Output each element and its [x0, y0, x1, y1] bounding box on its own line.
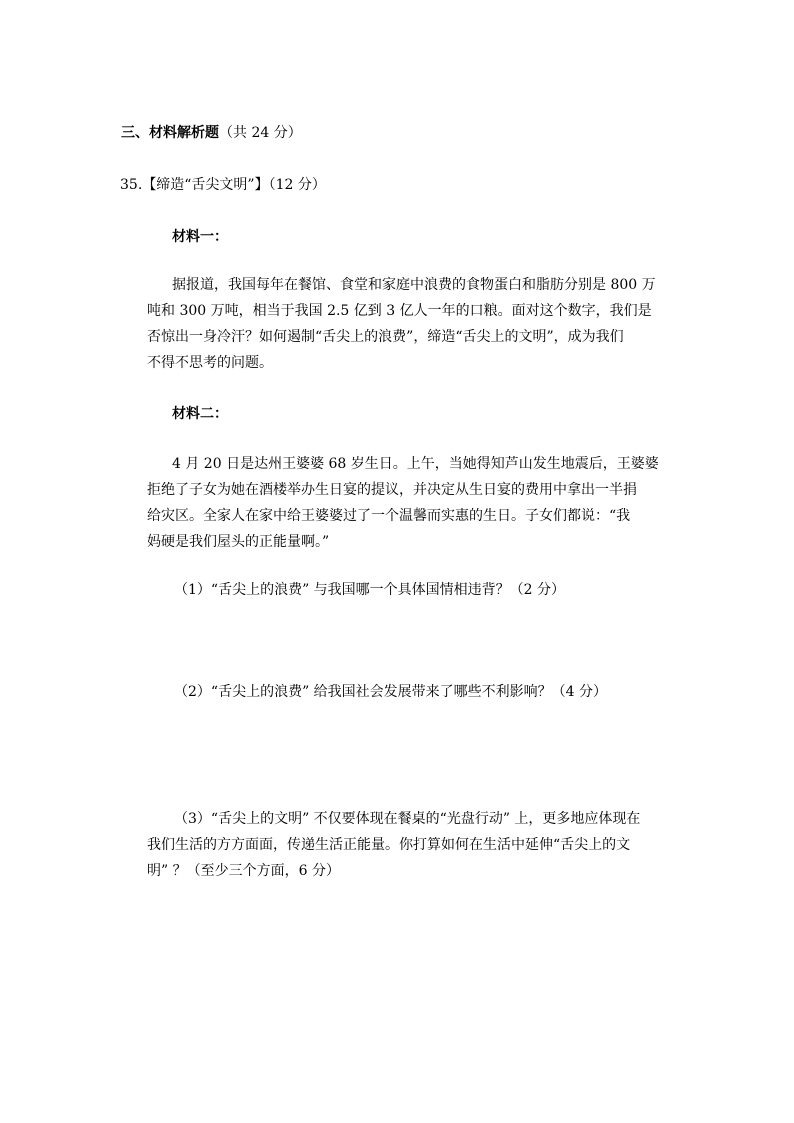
question-title: 【缔造“舌尖文明”】 [142, 177, 269, 193]
section-score: （共 24 分） [219, 125, 302, 141]
material-1-label: 材料一： [172, 229, 228, 245]
material-1-line: 吨和 300 万吨，相当于我国 2.5 亿到 3 亿人一年的口粮。面对这个数字，我们是 [147, 303, 652, 319]
material-2-label: 材料二： [172, 406, 228, 422]
material-2-line: 4 月 20 日是达州王婆婆 68 岁生日。上午，当她得知芦山发生地震后，王婆婆 [172, 456, 659, 472]
question-score: （12 分） [268, 177, 326, 193]
sub-question-line: （1）“舌尖上的浪费” 与我国哪一个具体国情相违背？（2 分） [174, 582, 566, 598]
material-2-line: 给灾区。全家人在家中给王婆婆过了一个温馨而实惠的生日。子女们都说：“我 [147, 508, 631, 524]
section-heading [121, 124, 302, 142]
material-2-line: 妈硬是我们屋头的正能量啊。” [147, 534, 330, 550]
sub-question-line: （2）“舌尖上的浪费” 给我国社会发展带来了哪些不利影响？（4 分） [174, 684, 608, 700]
material-1-line: 据报道，我国每年在餐馆、食堂和家庭中浪费的食物蛋白和脂肪分别是 800 万 [172, 277, 656, 293]
section-title: 三、材料解析题 [121, 125, 219, 141]
question-number: 35. [120, 177, 143, 193]
material-2-line: 拒绝了子女为她在酒楼举办生日宴的提议，并决定从生日宴的费用中拿出一半捐 [147, 482, 637, 498]
material-1-line: 否惊出一身冷汗？如何遏制“舌尖上的浪费”，缔造“舌尖上的文明”，成为我们 [147, 329, 624, 345]
sub-question-line: 明” ？（至少三个方面，6 分） [147, 863, 340, 879]
question-heading [120, 176, 326, 194]
material-1-line: 不得不思考的问题。 [147, 355, 273, 371]
sub-question-line: 我们生活的方方面面，传递生活正能量。你打算如何在生活中延伸“舌尖上的文 [147, 837, 631, 853]
sub-question-line: （3）“舌尖上的文明” 不仅要体现在餐桌的“光盘行动” 上，更多地应体现在 [174, 811, 641, 827]
